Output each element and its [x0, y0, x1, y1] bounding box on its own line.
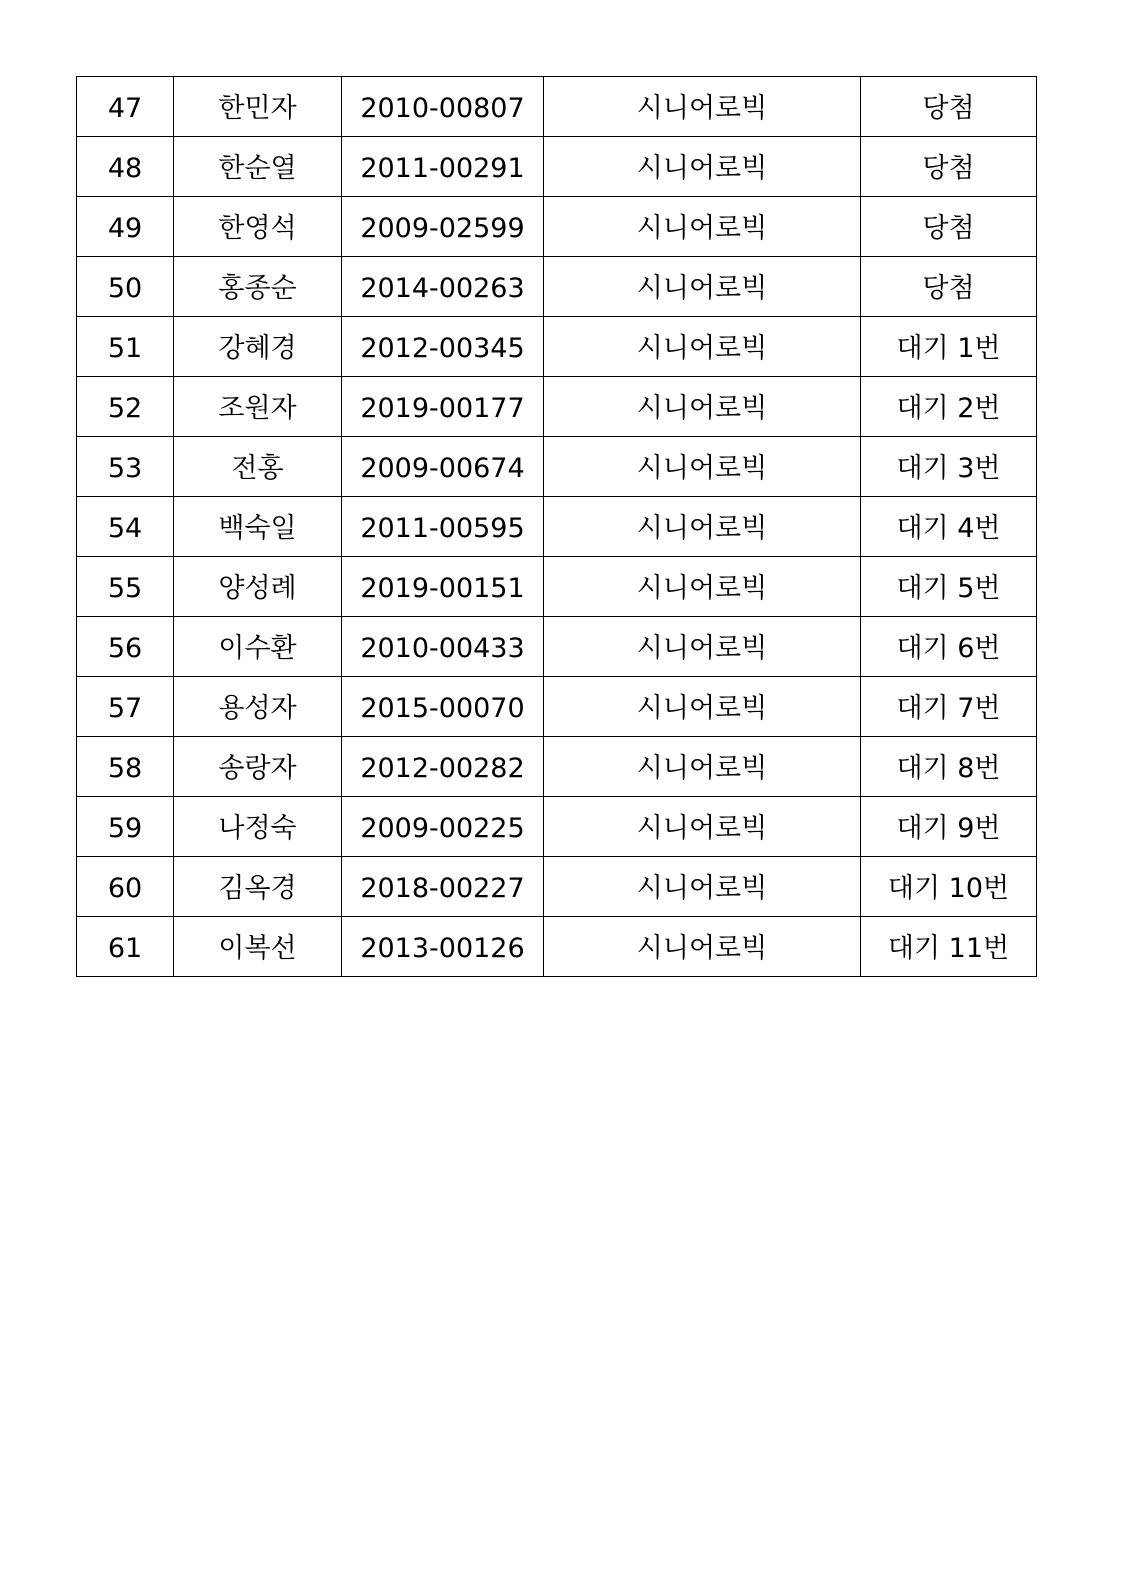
row-number-cell-text: 53 — [107, 453, 143, 484]
program-name-cell — [544, 77, 861, 137]
member-name-cell — [174, 197, 342, 257]
table-row — [77, 377, 1037, 437]
program-name-cell-text: 시니어로빅 — [636, 153, 768, 184]
member-name-cell-text: 한민자 — [218, 93, 297, 124]
member-name-cell-text: 홍종순 — [218, 273, 297, 304]
member-name-cell-text: 백숙일 — [218, 513, 297, 544]
lottery-result-cell-text: 대기 11번 — [887, 933, 1010, 964]
row-number-cell — [77, 617, 174, 677]
member-id-cell-text: 2010-00433 — [360, 633, 525, 664]
member-name-cell-text: 강혜경 — [218, 333, 297, 364]
member-name-cell — [174, 437, 342, 497]
program-name-cell — [544, 317, 861, 377]
row-number-cell — [77, 77, 174, 137]
member-id-cell-text: 2015-00070 — [360, 693, 525, 724]
member-name-cell-text: 한순열 — [218, 153, 297, 184]
member-name-cell-text: 송랑자 — [218, 753, 297, 784]
lottery-result-cell-text: 대기 4번 — [896, 513, 1001, 544]
member-id-cell — [342, 137, 544, 197]
member-name-cell — [174, 557, 342, 617]
lottery-result-cell — [861, 437, 1037, 497]
row-number-cell — [77, 677, 174, 737]
lottery-result-cell-text: 대기 3번 — [896, 453, 1001, 484]
member-id-cell-text: 2012-00345 — [360, 333, 525, 364]
program-name-cell — [544, 137, 861, 197]
member-id-cell — [342, 737, 544, 797]
program-name-cell — [544, 857, 861, 917]
member-id-cell-text: 2019-00151 — [360, 573, 525, 604]
program-name-cell — [544, 497, 861, 557]
member-name-cell-text: 전홍 — [231, 453, 284, 484]
member-id-cell — [342, 257, 544, 317]
member-name-cell-text: 조원자 — [218, 393, 297, 424]
member-name-cell — [174, 737, 342, 797]
member-id-cell — [342, 377, 544, 437]
table-row — [77, 257, 1037, 317]
member-name-cell-text: 이복선 — [218, 933, 297, 964]
program-name-cell — [544, 797, 861, 857]
program-name-cell-text: 시니어로빅 — [636, 753, 768, 784]
lottery-result-cell — [861, 377, 1037, 437]
lottery-result-cell — [861, 797, 1037, 857]
member-name-cell — [174, 857, 342, 917]
member-id-cell — [342, 437, 544, 497]
lottery-result-cell — [861, 617, 1037, 677]
member-id-cell — [342, 197, 544, 257]
member-id-cell — [342, 677, 544, 737]
table-row — [77, 857, 1037, 917]
member-name-cell — [174, 677, 342, 737]
lottery-result-cell — [861, 137, 1037, 197]
row-number-cell-text: 47 — [107, 93, 143, 124]
member-id-cell — [342, 617, 544, 677]
lottery-result-cell — [861, 677, 1037, 737]
row-number-cell-text: 60 — [107, 873, 143, 904]
lottery-result-cell — [861, 197, 1037, 257]
member-id-cell-text: 2013-00126 — [360, 933, 525, 964]
lottery-result-cell-text: 당첨 — [922, 273, 975, 304]
row-number-cell — [77, 737, 174, 797]
member-name-cell-text: 한영석 — [218, 213, 297, 244]
program-name-cell — [544, 617, 861, 677]
row-number-cell-text: 50 — [107, 273, 143, 304]
row-number-cell-text: 58 — [107, 753, 143, 784]
program-name-cell-text: 시니어로빅 — [636, 273, 768, 304]
member-id-cell — [342, 77, 544, 137]
member-id-cell-text: 2011-00291 — [360, 153, 525, 184]
lottery-result-cell-text: 대기 8번 — [896, 753, 1001, 784]
program-name-cell-text: 시니어로빅 — [636, 93, 768, 124]
member-id-cell — [342, 557, 544, 617]
program-name-cell-text: 시니어로빅 — [636, 213, 768, 244]
member-id-cell — [342, 857, 544, 917]
row-number-cell — [77, 317, 174, 377]
lottery-result-cell-text: 대기 1번 — [896, 333, 1001, 364]
member-name-cell — [174, 917, 342, 977]
lottery-result-cell — [861, 77, 1037, 137]
table-row — [77, 137, 1037, 197]
lottery-result-cell-text: 당첨 — [922, 153, 975, 184]
lottery-result-cell-text: 대기 5번 — [896, 573, 1001, 604]
member-id-cell-text: 2014-00263 — [360, 273, 525, 304]
program-name-cell-text: 시니어로빅 — [636, 333, 768, 364]
lottery-result-cell-text: 당첨 — [922, 93, 975, 124]
lottery-result-cell — [861, 317, 1037, 377]
lottery-result-cell-text: 대기 10번 — [887, 873, 1010, 904]
program-name-cell-text: 시니어로빅 — [636, 573, 768, 604]
member-name-cell — [174, 617, 342, 677]
program-name-cell-text: 시니어로빅 — [636, 513, 768, 544]
member-id-cell-text: 2011-00595 — [360, 513, 525, 544]
member-name-cell — [174, 77, 342, 137]
member-name-cell-text: 김옥경 — [218, 873, 297, 904]
table-row — [77, 797, 1037, 857]
row-number-cell — [77, 917, 174, 977]
member-id-cell-text: 2009-02599 — [360, 213, 525, 244]
member-name-cell-text: 나정숙 — [218, 813, 297, 844]
member-name-cell — [174, 497, 342, 557]
row-number-cell — [77, 377, 174, 437]
lottery-result-cell — [861, 737, 1037, 797]
program-name-cell-text: 시니어로빅 — [636, 393, 768, 424]
member-name-cell-text: 이수환 — [218, 633, 297, 664]
member-id-cell-text: 2012-00282 — [360, 753, 525, 784]
row-number-cell-text: 49 — [107, 213, 143, 244]
program-name-cell — [544, 437, 861, 497]
member-name-cell — [174, 257, 342, 317]
table-row — [77, 617, 1037, 677]
table-row — [77, 77, 1037, 137]
row-number-cell — [77, 857, 174, 917]
table-row — [77, 197, 1037, 257]
row-number-cell — [77, 197, 174, 257]
lottery-result-cell — [861, 857, 1037, 917]
program-name-cell — [544, 377, 861, 437]
member-id-cell-text: 2018-00227 — [360, 873, 525, 904]
lottery-result-cell-text: 대기 7번 — [896, 693, 1001, 724]
member-name-cell-text: 양성례 — [218, 573, 297, 604]
lottery-result-cell-text: 대기 2번 — [896, 393, 1001, 424]
program-name-cell-text: 시니어로빅 — [636, 453, 768, 484]
row-number-cell-text: 51 — [107, 333, 143, 364]
member-id-cell-text: 2009-00674 — [360, 453, 525, 484]
row-number-cell-text: 54 — [107, 513, 143, 544]
program-name-cell-text: 시니어로빅 — [636, 873, 768, 904]
member-id-cell — [342, 917, 544, 977]
table-body — [77, 77, 1037, 977]
table-row — [77, 497, 1037, 557]
lottery-result-cell-text: 대기 9번 — [896, 813, 1001, 844]
member-id-cell — [342, 797, 544, 857]
program-name-cell — [544, 257, 861, 317]
row-number-cell — [77, 497, 174, 557]
program-name-cell-text: 시니어로빅 — [636, 633, 768, 664]
lottery-result-cell — [861, 257, 1037, 317]
lottery-result-cell — [861, 917, 1037, 977]
program-name-cell — [544, 557, 861, 617]
table-row — [77, 677, 1037, 737]
program-name-cell — [544, 197, 861, 257]
member-id-cell-text: 2009-00225 — [360, 813, 525, 844]
program-name-cell — [544, 677, 861, 737]
row-number-cell-text: 61 — [107, 933, 143, 964]
member-id-cell — [342, 497, 544, 557]
table-row — [77, 437, 1037, 497]
member-name-cell — [174, 377, 342, 437]
lottery-results-table — [76, 76, 1037, 977]
program-name-cell — [544, 737, 861, 797]
row-number-cell-text: 56 — [107, 633, 143, 664]
program-name-cell — [544, 917, 861, 977]
row-number-cell — [77, 137, 174, 197]
row-number-cell-text: 59 — [107, 813, 143, 844]
table-row — [77, 317, 1037, 377]
table-row — [77, 737, 1037, 797]
lottery-result-cell-text: 당첨 — [922, 213, 975, 244]
row-number-cell-text: 48 — [107, 153, 143, 184]
lottery-result-cell-text: 대기 6번 — [896, 633, 1001, 664]
row-number-cell — [77, 437, 174, 497]
table-row — [77, 557, 1037, 617]
lottery-result-cell — [861, 557, 1037, 617]
table-row — [77, 917, 1037, 977]
row-number-cell — [77, 797, 174, 857]
lottery-result-cell — [861, 497, 1037, 557]
row-number-cell — [77, 257, 174, 317]
row-number-cell-text: 55 — [107, 573, 143, 604]
row-number-cell-text: 52 — [107, 393, 143, 424]
member-name-cell-text: 용성자 — [218, 693, 297, 724]
member-name-cell — [174, 317, 342, 377]
member-name-cell — [174, 137, 342, 197]
row-number-cell-text: 57 — [107, 693, 143, 724]
row-number-cell — [77, 557, 174, 617]
program-name-cell-text: 시니어로빅 — [636, 813, 768, 844]
member-id-cell-text: 2010-00807 — [360, 93, 525, 124]
member-name-cell — [174, 797, 342, 857]
program-name-cell-text: 시니어로빅 — [636, 933, 768, 964]
member-id-cell — [342, 317, 544, 377]
program-name-cell-text: 시니어로빅 — [636, 693, 768, 724]
member-id-cell-text: 2019-00177 — [360, 393, 525, 424]
